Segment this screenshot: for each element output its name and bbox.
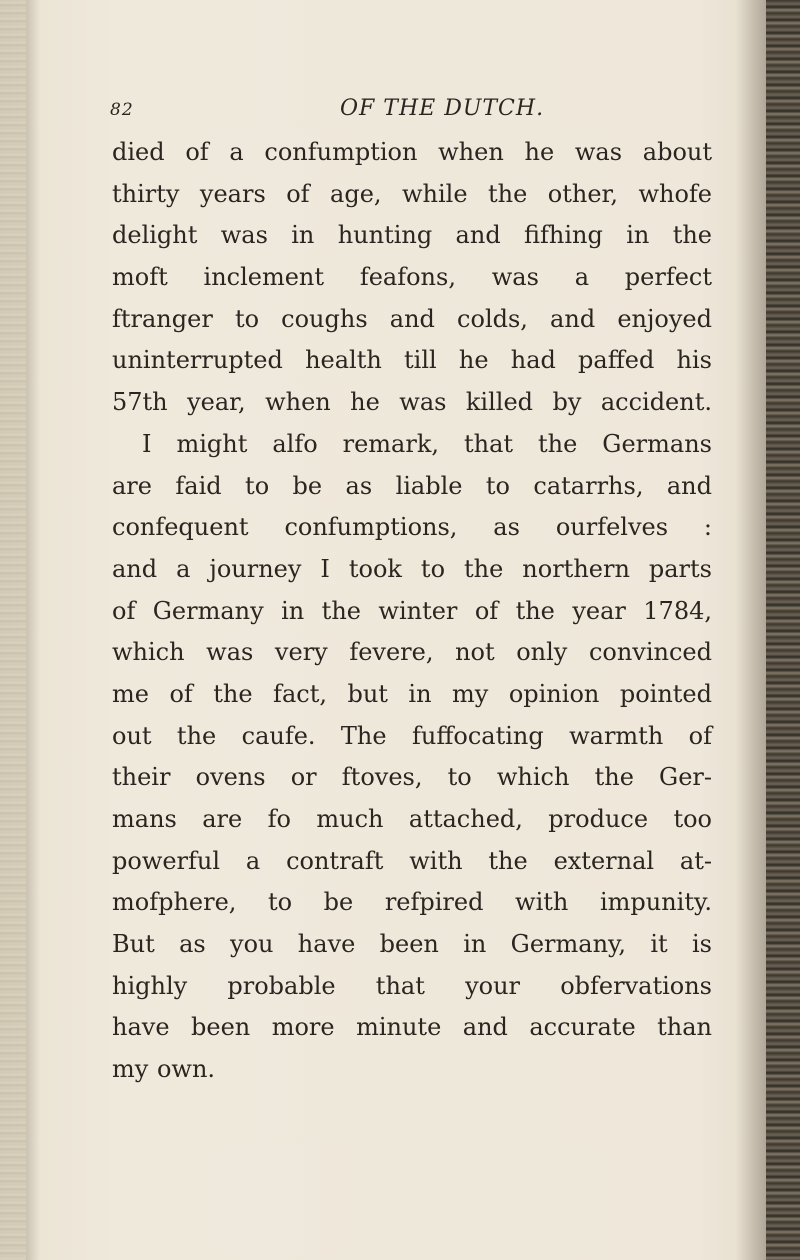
running-head: OF THE DUTCH. [340, 96, 545, 121]
page-header [0, 88, 800, 128]
page-number: 82 [110, 100, 134, 120]
gutter-shadow [26, 0, 40, 1260]
page-edge-right [766, 0, 800, 1260]
text-line: and a journey I took to the northern parts [112, 554, 712, 583]
text-line: of Germany in the winter of the year 1784, [112, 596, 712, 625]
text-line: powerful a contraft with the external at- [112, 846, 712, 875]
text-line: highly probable that your obfervations [112, 971, 712, 1000]
text-line: mans are fo much attached, produce too [112, 805, 712, 833]
text-line: moft inclement feafons, was a perfect [112, 263, 712, 292]
text-line: delight was in hunting and fifhing in the [112, 221, 712, 250]
text-line: me of the fact, but in my opinion pointed [112, 679, 712, 708]
text-line: my own. [112, 1055, 216, 1084]
text-line: uninterrupted health till he had paffed his [112, 346, 712, 375]
text-line: their ovens or ftoves, to which the Ger- [112, 763, 712, 792]
body-text [112, 132, 712, 1091]
text-line: out the caufe. The fuffocating warmth of [112, 721, 712, 750]
text-line: thirty years of age, while the other, whofe [112, 179, 712, 208]
text-line: 57th year, when he was killed by accident. [112, 388, 712, 417]
page-edge-shadow [736, 0, 766, 1260]
text-line: I might alfo remark, that the Germans [142, 429, 712, 458]
text-line: mofphere, to be refpired with impunity. [112, 888, 712, 917]
page-gutter-left [0, 0, 26, 1260]
text-line: But as you have been in Germany, it is [112, 930, 712, 959]
text-line: which was very fevere, not only convinced [112, 638, 712, 667]
text-line: have been more minute and accurate than [112, 1013, 712, 1042]
text-line: are faid to be as liable to catarrhs, and [112, 471, 712, 500]
text-line: ftranger to coughs and colds, and enjoyed [112, 304, 712, 333]
text-line: confequent confumptions, as ourfelves : [112, 513, 712, 542]
text-line: died of a confumption when he was about [112, 138, 712, 166]
